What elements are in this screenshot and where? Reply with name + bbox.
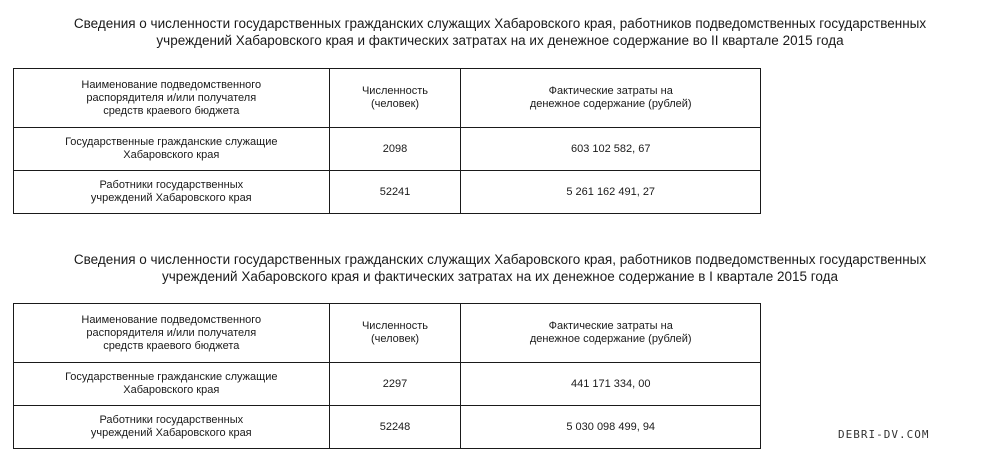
header-cell-count: [329, 304, 461, 363]
header-text: Наименование подведомственного: [81, 78, 262, 91]
row-name-cell: [14, 171, 330, 214]
header-text: распорядителя и/или получателя: [86, 91, 257, 104]
row-count-cell: 52248: [329, 406, 461, 449]
table-header-row: [14, 304, 761, 363]
header-text: Численность: [361, 85, 429, 97]
table-header-row: [14, 69, 761, 128]
row-cost-cell: 441 171 334, 00: [461, 363, 761, 406]
table-row: [14, 171, 761, 214]
row-count-cell: 2098: [329, 128, 461, 171]
row-name-cell: [14, 128, 330, 171]
table-q2: [13, 68, 761, 214]
section-title-line: учреждений Хабаровского края и фактических затратах на их денежное содержание в I квартале 2015 года: [161, 269, 839, 284]
header-text: (человек): [370, 98, 420, 110]
header-text: распорядителя и/или получателя: [86, 326, 257, 339]
header-text: денежное содержание (рублей): [529, 98, 692, 110]
row-cost-cell: 5 261 162 491, 27: [461, 171, 761, 214]
section-title-line: Сведения о численности государственных гражданских служащих Хабаровского края, работников подведомственных государственных: [73, 16, 927, 31]
header-text: денежное содержание (рублей): [529, 333, 692, 345]
section-title-q2: [0, 15, 1000, 49]
watermark-text: DEBRI-DV.COM: [838, 428, 930, 441]
header-text: Фактические затраты на: [548, 85, 673, 97]
header-text: средств краевого бюджета: [103, 339, 240, 352]
table-row: [14, 128, 761, 171]
table-row: [14, 363, 761, 406]
header-cell-cost: [461, 69, 761, 128]
section-title-line: учреждений Хабаровского края и фактических затратах на их денежное содержание во II квартале 2015 года: [156, 33, 844, 48]
table-q1: [13, 303, 761, 449]
row-name-cell: [14, 363, 330, 406]
header-cell-count: [329, 69, 461, 128]
row-count-cell: 2297: [329, 363, 461, 406]
header-cell-cost: [461, 304, 761, 363]
row-name-cell: [14, 406, 330, 449]
header-text: средств краевого бюджета: [103, 104, 240, 117]
header-cell-name: [14, 69, 330, 128]
header-text: Численность: [361, 320, 429, 332]
row-name-text: Государственные гражданские служащие: [65, 136, 278, 148]
row-count-cell: 52241: [329, 171, 461, 214]
header-cell-name: [14, 304, 330, 363]
row-name-text: Работники государственных: [99, 414, 244, 426]
section-title-line: Сведения о численности государственных гражданских служащих Хабаровского края, работников подведомственных государственных: [73, 252, 927, 267]
row-name-text: учреждений Хабаровского края: [90, 427, 252, 439]
row-name-text: учреждений Хабаровского края: [90, 192, 252, 204]
header-text: Фактические затраты на: [548, 320, 673, 332]
row-name-text: Хабаровского края: [123, 149, 220, 161]
header-text: Наименование подведомственного: [81, 313, 262, 326]
row-name-text: Хабаровского края: [123, 384, 220, 396]
header-text: (человек): [370, 333, 420, 345]
row-name-text: Государственные гражданские служащие: [65, 371, 278, 383]
row-cost-cell: 5 030 098 499, 94: [461, 406, 761, 449]
table-row: [14, 406, 761, 449]
section-title-q1: [0, 251, 1000, 285]
row-name-text: Работники государственных: [99, 179, 244, 191]
row-cost-cell: 603 102 582, 67: [461, 128, 761, 171]
